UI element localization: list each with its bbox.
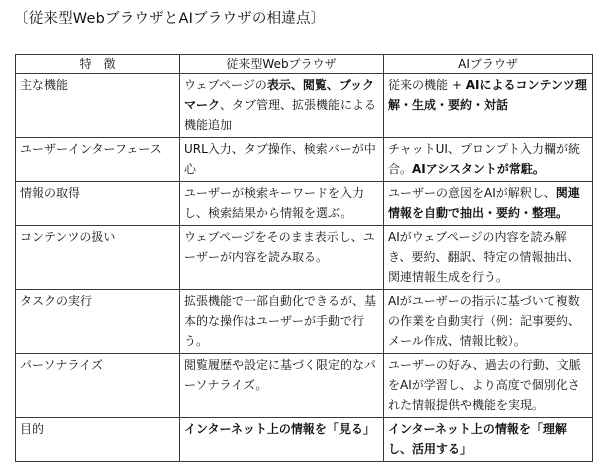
feature-cell: 目的 [16,418,180,462]
web-cell [180,74,384,138]
ai-text: 従来の機能 + [388,78,466,92]
ai-text-bold: インターネット上の情報を「理解し、活用する」 [388,422,567,456]
feature-cell: コンテンツの扱い [16,226,180,290]
ai-cell [384,182,593,226]
ai-text: AIがウェブページの内容を読み解き、要約、翻訳、特定の情報抽出、関連情報生成を行う。 [388,230,580,284]
header-row [16,55,593,74]
header-web-browser: 従来型Webブラウザ [180,55,384,74]
feature-cell: 情報の取得 [16,182,180,226]
ai-text-bold: AIによるコンテンツ理解・生成・要約・対話 [388,78,587,112]
web-cell [180,290,384,354]
web-cell [180,138,384,182]
web-text: 閲覧履歴や設定に基づく限定的なパーソナライズ。 [184,358,377,392]
web-cell [180,418,384,462]
header-feature: 特 徴 [16,55,180,74]
comparison-table [15,54,593,462]
web-text: ウェブページをそのまま表示し、ユーザーが内容を読み取る。 [184,230,375,264]
table-row [16,290,593,354]
table-row [16,226,593,290]
ai-text: AIがユーザーの指示に基づいて複数の作業を自動実行（例：記事要約、メール作成、情報比較）。 [388,294,581,348]
web-text: ウェブページの [184,78,267,92]
ai-cell [384,226,593,290]
ai-text: ユーザーの好み、過去の行動、文脈をAIが学習し、より高度で個別化された情報提供や機能を実現。 [388,358,581,412]
feature-cell: タスクの実行 [16,290,180,354]
table-row [16,182,593,226]
ai-cell [384,290,593,354]
feature-cell: 主な機能 [16,74,180,138]
web-text: ユーザーが検索キーワードを入力し、検索結果から情報を選ぶ。 [184,186,365,220]
table-row [16,418,593,462]
feature-cell: ユーザーインターフェース [16,138,180,182]
web-cell [180,354,384,418]
ai-cell [384,418,593,462]
ai-text: ユーザーの意図をAIが解釈し、 [388,186,556,200]
ai-cell [384,354,593,418]
web-text-tail: 、タブ管理、拡張機能による機能追加 [184,98,377,132]
page-title: 〔従来型WebブラウザとAIブラウザの相違点〕 [14,11,326,27]
table-row [16,354,593,418]
header-ai-browser: AIブラウザ [384,55,593,74]
web-text: URL入力、タブ操作、検索バーが中心 [184,142,376,176]
ai-text-bold: AIアシスタントが常駐。 [412,162,545,176]
web-cell [180,182,384,226]
table-row [16,74,593,138]
feature-cell: パーソナライズ [16,354,180,418]
web-text: 拡張機能で一部自動化できるが、基本的な操作はユーザーが手動で行う。 [184,294,377,348]
web-text-bold: 表示、閲覧、ブックマーク [184,78,374,112]
ai-text: チャットUI、プロンプト入力欄が統合。 [388,142,580,176]
web-text-bold: インターネット上の情報を「見る」 [184,422,375,436]
web-cell [180,226,384,290]
table-row [16,138,593,182]
ai-cell [384,74,593,138]
ai-text-bold: 関連情報を自動で抽出・要約・整理。 [388,186,580,220]
ai-cell [384,138,593,182]
